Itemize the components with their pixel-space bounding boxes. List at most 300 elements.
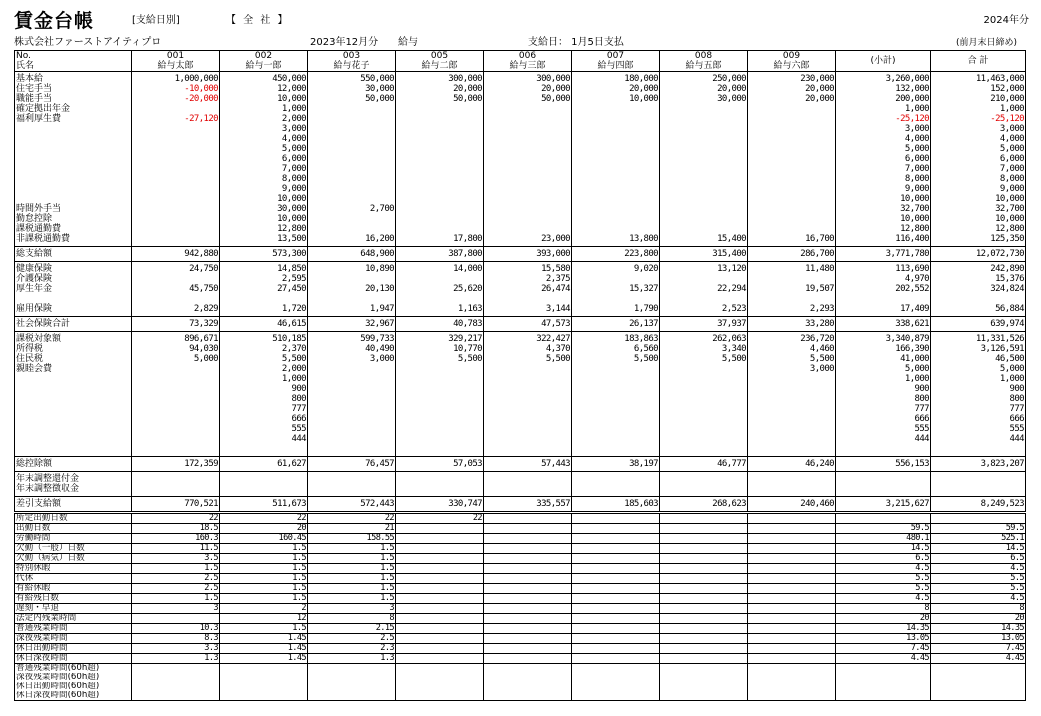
employee-name: 給与六郎 — [773, 61, 810, 71]
attendance-value-cell — [308, 554, 396, 564]
amount-value: 242,890 — [990, 264, 1024, 274]
attendance-value — [749, 691, 834, 700]
amount-value: 4,370 — [545, 344, 570, 354]
attendance-label: 法定内残業時間 — [16, 613, 77, 623]
attendance-value — [485, 664, 570, 673]
attendance-value-cell — [572, 624, 660, 634]
section-values — [572, 317, 660, 332]
attendance-value: 20 — [296, 523, 306, 533]
amount-value — [661, 124, 746, 134]
attendance-value-cell — [220, 514, 308, 524]
amount-value: 202,552 — [895, 284, 929, 294]
attendance-value-cell — [396, 664, 484, 674]
amount-value: 30,000 — [277, 204, 306, 214]
attendance-value: 1.45 — [287, 653, 306, 663]
attendance-value-cell — [660, 584, 748, 594]
amount-value — [749, 404, 834, 414]
attendance-value — [749, 584, 834, 593]
attendance-label-cell — [15, 673, 132, 682]
attendance-value-cell — [931, 604, 1026, 614]
attendance-value: 1.3 — [380, 653, 394, 663]
amount-value: 57,443 — [541, 459, 570, 469]
amount-value: 666 — [914, 414, 929, 424]
attendance-value-cell — [836, 584, 931, 594]
attendance-value — [485, 574, 570, 583]
amount-value: 50,000 — [541, 94, 570, 104]
section-values — [484, 262, 572, 317]
amount-value — [749, 204, 834, 214]
row-label: 年末調整徴収金 — [16, 484, 80, 494]
amount-value — [661, 164, 746, 174]
amount-value: 8,000 — [999, 174, 1024, 184]
section-values — [836, 247, 931, 262]
year-label: 2024年分 — [983, 15, 1029, 26]
amount-value — [661, 134, 746, 144]
attendance-label-cell — [15, 634, 132, 644]
attendance-value: 3 — [213, 603, 218, 613]
attendance-value-cell — [836, 604, 931, 614]
employee-no: 002 — [254, 51, 273, 61]
amount-value: 20,000 — [805, 94, 834, 104]
attendance-value: 4.45 — [1005, 653, 1024, 663]
attendance-value-cell — [931, 554, 1026, 564]
attendance-value-cell — [572, 664, 660, 674]
attendance-value-cell — [748, 691, 836, 701]
amount-value — [397, 134, 482, 144]
employee-no: 001 — [166, 51, 185, 61]
amount-value — [661, 274, 746, 284]
section-values — [308, 72, 396, 247]
header-name-label: 氏名 — [16, 61, 35, 71]
attendance-value: 8 — [1019, 603, 1024, 613]
attendance-value — [573, 564, 658, 573]
section-values — [660, 72, 748, 247]
attendance-value-cell — [748, 554, 836, 564]
attendance-value-cell — [396, 594, 484, 604]
section-values — [572, 332, 660, 457]
section-values — [308, 317, 396, 332]
amount-value — [837, 484, 929, 494]
attendance-value-cell — [396, 644, 484, 654]
attendance-value: 14.35 — [906, 623, 929, 633]
amount-value: 1,000 — [904, 374, 929, 384]
amount-value — [661, 414, 746, 424]
row-label: 非課税通勤費 — [16, 234, 71, 244]
amount-value — [309, 114, 394, 124]
attendance-value-cell — [396, 584, 484, 594]
attendance-value — [749, 664, 834, 673]
attendance-value-cell — [396, 673, 484, 682]
attendance-value-cell — [396, 574, 484, 584]
amount-value: 4,000 — [281, 134, 306, 144]
amount-value: 2,000 — [281, 364, 306, 374]
section-values — [220, 72, 308, 247]
wage-ledger-table — [14, 50, 1026, 512]
amount-value: 5,500 — [457, 354, 482, 364]
amount-value — [573, 364, 658, 374]
amount-value — [397, 414, 482, 424]
attendance-value: 3 — [389, 603, 394, 613]
amount-value — [309, 154, 394, 164]
amount-value — [749, 164, 834, 174]
attendance-value-cell — [660, 634, 748, 644]
row-label — [16, 184, 130, 194]
attendance-value-cell — [396, 634, 484, 644]
attendance-value-cell — [132, 654, 220, 664]
section-values — [484, 457, 572, 472]
amount-value — [133, 384, 218, 394]
section-values — [132, 472, 220, 497]
attendance-value-cell — [308, 664, 396, 674]
amount-value: 46,615 — [277, 319, 306, 329]
attendance-value — [485, 624, 570, 633]
header-label-cell — [15, 51, 132, 72]
attendance-value-cell — [396, 544, 484, 554]
attendance-row — [15, 514, 1026, 524]
amount-value — [485, 144, 570, 154]
attendance-value-cell — [220, 544, 308, 554]
amount-value: 3,340 — [721, 344, 746, 354]
attendance-value-cell — [836, 634, 931, 644]
attendance-value — [485, 604, 570, 613]
attendance-value: 1.5 — [292, 583, 306, 593]
amount-value: 6,000 — [281, 154, 306, 164]
section-values — [931, 472, 1026, 497]
ledger-section — [15, 317, 1026, 332]
attendance-value-cell — [308, 574, 396, 584]
amount-value — [749, 374, 834, 384]
amount-value — [397, 214, 482, 224]
attendance-value — [485, 691, 570, 700]
amount-value — [749, 134, 834, 144]
section-values — [572, 497, 660, 512]
amount-value: 27,450 — [277, 284, 306, 294]
row-label: 雇用保険 — [16, 304, 53, 314]
attendance-value-cell — [748, 594, 836, 604]
attendance-value-cell — [748, 584, 836, 594]
attendance-value-cell — [220, 554, 308, 564]
attendance-value-cell — [484, 682, 572, 691]
attendance-value-cell — [931, 594, 1026, 604]
attendance-value-cell — [132, 664, 220, 674]
total-header — [931, 51, 1026, 72]
amount-value — [133, 434, 218, 444]
amount-value — [485, 414, 570, 424]
amount-value: 22,294 — [717, 284, 746, 294]
section-values — [220, 317, 308, 332]
attendance-value-cell — [660, 673, 748, 682]
row-label: 差引支給額 — [16, 499, 62, 509]
attendance-value-cell — [220, 664, 308, 674]
attendance-value — [397, 574, 482, 583]
attendance-value-cell — [308, 682, 396, 691]
attendance-value — [749, 594, 834, 603]
section-values — [660, 497, 748, 512]
row-label: 所得税 — [16, 344, 44, 354]
row-label: 勤怠控除 — [16, 214, 53, 224]
attendance-value — [661, 654, 746, 663]
amount-value — [133, 484, 218, 494]
attendance-value-cell — [660, 554, 748, 564]
amount-value — [133, 134, 218, 144]
amount-value — [309, 164, 394, 174]
attendance-value: 1.3 — [204, 653, 218, 663]
pay-date: 支給日： 1月5日支払 — [528, 37, 624, 48]
attendance-value-cell — [132, 614, 220, 624]
attendance-value — [485, 644, 570, 653]
attendance-value: 4.5 — [915, 563, 929, 573]
attendance-value: 2.15 — [375, 623, 394, 633]
amount-value — [661, 204, 746, 214]
attendance-value — [749, 682, 834, 691]
amount-value — [837, 294, 929, 304]
amount-value — [749, 194, 834, 204]
amount-value: 12,800 — [277, 224, 306, 234]
attendance-value — [749, 673, 834, 682]
amount-value: 10,000 — [629, 94, 658, 104]
amount-value: 329,217 — [448, 334, 482, 344]
row-label: 確定拠出年金 — [16, 104, 71, 114]
attendance-value-cell — [484, 654, 572, 664]
amount-value: 800 — [914, 394, 929, 404]
amount-value — [573, 474, 658, 484]
attendance-value-cell — [484, 574, 572, 584]
amount-value: 12,800 — [900, 224, 929, 234]
attendance-label-cell — [15, 524, 132, 534]
row-label — [16, 394, 130, 404]
attendance-value — [397, 594, 482, 603]
amount-value: 9,000 — [904, 184, 929, 194]
attendance-value: 5.5 — [1010, 583, 1024, 593]
attendance-value-cell — [220, 534, 308, 544]
attendance-value-cell — [572, 682, 660, 691]
attendance-label-cell — [15, 654, 132, 664]
attendance-value-cell — [660, 604, 748, 614]
amount-value: 25,620 — [453, 284, 482, 294]
section-values — [748, 332, 836, 457]
employee-header — [308, 51, 396, 72]
attendance-value — [133, 664, 218, 673]
attendance-value-cell — [931, 664, 1026, 674]
amount-value: 300,000 — [448, 74, 482, 84]
attendance-value — [221, 682, 306, 691]
amount-value — [932, 484, 1024, 494]
amount-value: 11,331,526 — [975, 334, 1024, 344]
section-values — [748, 262, 836, 317]
attendance-value-cell — [132, 624, 220, 634]
attendance-value — [573, 682, 658, 691]
amount-value: 37,937 — [717, 319, 746, 329]
attendance-value: 1.5 — [204, 593, 218, 603]
amount-value — [133, 424, 218, 434]
attendance-value-cell — [931, 574, 1026, 584]
section-values — [836, 317, 931, 332]
amount-value: 6,000 — [904, 154, 929, 164]
attendance-value — [661, 594, 746, 603]
amount-value: 1,000,000 — [174, 74, 218, 84]
attendance-value — [485, 682, 570, 691]
attendance-value-cell — [396, 514, 484, 524]
attendance-value — [397, 624, 482, 633]
attendance-row — [15, 624, 1026, 634]
amount-value — [749, 484, 834, 494]
amount-value — [397, 154, 482, 164]
attendance-row — [15, 594, 1026, 604]
amount-value — [749, 214, 834, 224]
amount-value — [573, 104, 658, 114]
attendance-row — [15, 644, 1026, 654]
attendance-value-cell — [572, 614, 660, 624]
amount-value — [485, 384, 570, 394]
amount-value — [309, 134, 394, 144]
amount-value: 14,850 — [277, 264, 306, 274]
amount-value — [661, 144, 746, 154]
attendance-value: 14.5 — [910, 543, 929, 553]
attendance-value: 8 — [389, 613, 394, 623]
section-values — [748, 457, 836, 472]
attendance-value — [932, 514, 1024, 523]
attendance-value-cell — [572, 514, 660, 524]
attendance-value — [661, 634, 746, 643]
amount-value: 185,603 — [624, 499, 658, 509]
amount-value: 76,457 — [365, 459, 394, 469]
amount-value: 7,000 — [999, 164, 1024, 174]
amount-value: -10,000 — [184, 84, 218, 94]
amount-value — [309, 474, 394, 484]
attendance-value: 2.3 — [380, 643, 394, 653]
employee-name: 給与花子 — [333, 61, 370, 71]
attendance-value: 1.5 — [380, 593, 394, 603]
attendance-value-cell — [572, 564, 660, 574]
attendance-value — [837, 682, 929, 691]
attendance-row — [15, 604, 1026, 614]
attendance-value: 4.45 — [910, 653, 929, 663]
amount-value — [133, 184, 218, 194]
attendance-value-cell — [396, 654, 484, 664]
attendance-value-cell — [572, 634, 660, 644]
attendance-row — [15, 554, 1026, 564]
amount-value — [397, 384, 482, 394]
amount-value — [309, 384, 394, 394]
section-values — [836, 497, 931, 512]
amount-value — [573, 394, 658, 404]
amount-value — [661, 404, 746, 414]
amount-value: 3,000 — [281, 124, 306, 134]
section-values — [836, 472, 931, 497]
section-values — [308, 262, 396, 317]
attendance-value — [749, 644, 834, 653]
attendance-row — [15, 614, 1026, 624]
row-label — [16, 154, 130, 164]
attendance-value: 1.5 — [380, 563, 394, 573]
amount-value — [397, 364, 482, 374]
attendance-value-cell — [484, 604, 572, 614]
attendance-value-cell — [220, 614, 308, 624]
attendance-value-cell — [660, 654, 748, 664]
attendance-label-cell — [15, 574, 132, 584]
attendance-label: 労働時間 — [16, 533, 51, 543]
attendance-value-cell — [484, 564, 572, 574]
attendance-value-cell — [132, 604, 220, 614]
section-values — [396, 247, 484, 262]
attendance-value — [485, 544, 570, 553]
amount-value — [485, 444, 570, 454]
row-label: 課税通勤費 — [16, 224, 62, 234]
amount-value: 230,000 — [800, 74, 834, 84]
amount-value — [661, 434, 746, 444]
amount-value — [661, 114, 746, 124]
attendance-value — [661, 544, 746, 553]
attendance-value-cell — [396, 554, 484, 564]
employee-header — [132, 51, 220, 72]
amount-value: 16,700 — [805, 234, 834, 244]
amount-value: 3,340,879 — [885, 334, 929, 344]
amount-value — [133, 364, 218, 374]
amount-value — [485, 204, 570, 214]
amount-value — [661, 374, 746, 384]
attendance-value — [749, 544, 834, 553]
amount-value: 900 — [291, 384, 306, 394]
attendance-label: 出勤日数 — [16, 523, 51, 533]
amount-value: 900 — [1009, 384, 1024, 394]
section-values — [484, 317, 572, 332]
amount-value: 770,521 — [184, 499, 218, 509]
attendance-value: 1.5 — [292, 563, 306, 573]
amount-value — [661, 154, 746, 164]
company-name: 株式会社ファーストアイティプロ — [14, 37, 162, 48]
amount-value — [661, 474, 746, 484]
amount-value: 3,126,591 — [980, 344, 1024, 354]
attendance-label: 有給残日数 — [16, 593, 59, 603]
attendance-value — [397, 654, 482, 663]
amount-value: 335,557 — [536, 499, 570, 509]
attendance-label: 欠勤（病気）日数 — [16, 553, 85, 563]
attendance-value — [932, 673, 1024, 682]
attendance-value — [397, 534, 482, 543]
amount-value: 556,153 — [895, 459, 929, 469]
amount-value — [485, 294, 570, 304]
attendance-value-cell — [660, 682, 748, 691]
amount-value — [573, 444, 658, 454]
closing-note: (前月末日締め) — [955, 38, 1017, 48]
attendance-value — [485, 634, 570, 643]
row-label — [16, 164, 130, 174]
employee-header — [660, 51, 748, 72]
attendance-value — [573, 604, 658, 613]
section-values — [836, 262, 931, 317]
attendance-value-cell — [308, 584, 396, 594]
amount-value — [573, 144, 658, 154]
attendance-label-cell — [15, 594, 132, 604]
attendance-label: 深夜残業時間 — [16, 633, 68, 643]
attendance-value-cell — [484, 524, 572, 534]
amount-value: 5,000 — [999, 364, 1024, 374]
amount-value — [573, 434, 658, 444]
attendance-value-cell — [748, 614, 836, 624]
attendance-value — [397, 634, 482, 643]
attendance-value — [573, 673, 658, 682]
amount-value: 666 — [1009, 414, 1024, 424]
attendance-value — [221, 664, 306, 673]
attendance-label: 深夜残業時間(60h超) — [16, 673, 100, 682]
attendance-value — [661, 682, 746, 691]
section-values — [660, 247, 748, 262]
attendance-value-cell — [308, 534, 396, 544]
attendance-value-cell — [572, 654, 660, 664]
attendance-value-cell — [660, 524, 748, 534]
attendance-row — [15, 524, 1026, 534]
employee-header — [484, 51, 572, 72]
